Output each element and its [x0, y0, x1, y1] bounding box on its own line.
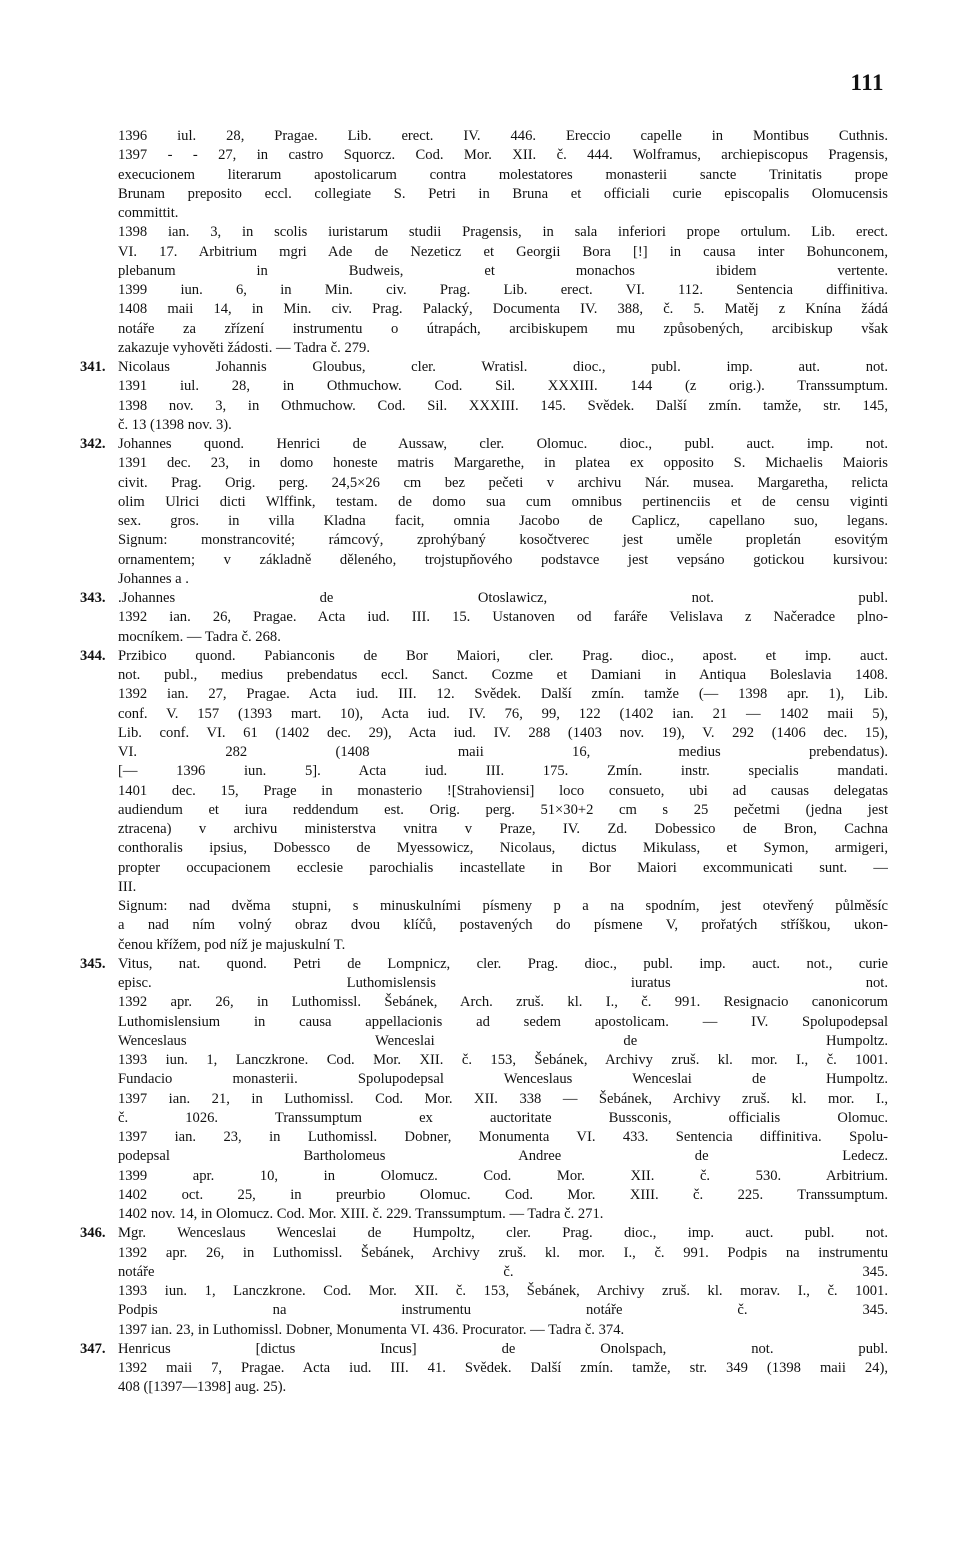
- entry-number: 346.: [80, 1225, 106, 1242]
- text-line: Fundacio monasterii. Spolupodepsal Wenceslaus Wenceslai de Humpoltz.: [118, 1071, 888, 1088]
- register-entry: [80, 589, 888, 647]
- text-line: podepsal Bartholomeus Andree de Ledecz.: [118, 1148, 888, 1165]
- text-line: ztracena) v archivu ministerstva vnitra v Praze, IV. Zd. Dobessico de Bron, Cachna: [118, 821, 888, 837]
- entry-number: 342.: [80, 436, 106, 452]
- text-line: č. 1026. Transsumptum ex auctoritate Bussconis, officialis Olomuc.: [118, 1109, 888, 1126]
- document-body: [80, 127, 888, 1398]
- text-line: 1397 ian. 23, in Luthomissl. Dobner, Monumenta VI. 436. Procurator. — Tadra č. 374.: [118, 1321, 625, 1338]
- register-entry: [80, 1224, 888, 1340]
- text-line: 1392 apr. 26, in Luthomissl. Šebánek, Arch. zruš. kl. I., č. 991. Resignacio canonicorum: [118, 994, 888, 1011]
- text-line: Johannes a .: [118, 570, 189, 587]
- text-line: 1397 ian. 21, in Luthomissl. Cod. Mor. XII. 338 — Šebánek, Archivy zruš. kl. mor. I.,: [118, 1090, 888, 1107]
- text-line: 1397 ian. 23, in Luthomissl. Dobner, Monumenta VI. 433. Sentencia diffinitiva. Spolu-: [118, 1129, 888, 1145]
- page-number: 111: [850, 70, 884, 95]
- text-line: 1392 ian. 27, Pragae. Acta iud. III. 12. Svědek. Další zmín. tamže (— 1398 apr. 1), Lib.: [118, 686, 888, 703]
- text-line: propter occupacionem ecclesie parochialis incastellate in Bor Maiori excommunicati sunt. —: [118, 859, 888, 876]
- text-line: Przibico quond. Pabianconis de Bor Maiori, cler. Prag. dioc., apost. et imp. auct.: [118, 647, 888, 664]
- text-line: 408 ([1397—1398] aug. 25).: [118, 1379, 287, 1396]
- text-line: notáře č. 345.: [118, 1263, 888, 1280]
- text-line: 1393 iun. 1, Lanczkrone. Cod. Mor. XII. č. 153, Šebánek, Archivy zruš. kl. mor. I., č. 1001.: [118, 1052, 888, 1068]
- text-line: sex. gros. in villa Kladna facit, omnia Jacobo de Caplicz, capellano suo, legans.: [118, 513, 888, 529]
- text-line: olim Ulrici dicti Wlffink, testam. de domo sua cum omnibus pertinenciis et de censu viginti: [118, 493, 888, 510]
- text-line: Vitus, nat. quond. Petri de Lompnicz, cler. Prag. dioc., publ. imp. auct. not., curie: [118, 955, 888, 972]
- text-line: conf. V. 157 (1393 mart. 10), Acta iud. IV. 76, 99, 122 (1402 ian. 21 — 1402 maii 5),: [118, 705, 888, 722]
- text-line: audiendum et iura reddendum est. Orig. perg. 51×30+2 cm s 25 pečetmi (jedna jest: [118, 801, 888, 818]
- text-line: a nad ním volný obraz dvou klíčů, postavených do písmene V, prořatých stříškou, ukon-: [118, 917, 888, 934]
- text-line: 1396 iul. 28, Pragae. Lib. erect. IV. 446. Ereccio capelle in Montibus Cuthnis.: [118, 128, 888, 144]
- text-line: č. 13 (1398 nov. 3).: [118, 416, 232, 433]
- continuation-block: [118, 127, 888, 358]
- text-line: Brunam preposito eccl. collegiate S. Petri in Bruna et officiali curie episcopalis Olomucensis: [118, 185, 888, 202]
- text-line: 1408 maii 14, in Min. civ. Prag. Palacký, Documenta IV. 388, č. 5. Matěj z Knína žádá: [118, 301, 888, 318]
- text-line: 1391 dec. 23, in domo honeste matris Margarethe, in platea ex opposito S. Michaelis Maioris: [118, 455, 888, 472]
- text-line: Henricus [dictus Incus] de Onolspach, not. publ.: [118, 1340, 888, 1357]
- entry-number: 347.: [80, 1340, 106, 1357]
- text-line: čenou křížem, pod níž je majuskulní T.: [118, 936, 346, 953]
- text-line: Signum: nad dvěma stupni, s minuskulními písmeny p a na spodním, jest otevřený půlměsíc: [118, 898, 888, 914]
- text-line: 1402 oct. 25, in preurbio Olomuc. Cod. Mor. XIII. č. 225. Transsumptum.: [118, 1186, 888, 1203]
- text-line: Podpis na instrumentu notáře č. 345.: [118, 1302, 888, 1319]
- text-line: Nicolaus Johannis Gloubus, cler. Wratisl. dioc., publ. imp. aut. not.: [118, 359, 888, 375]
- text-line: mocníkem. — Tadra č. 268.: [118, 628, 281, 645]
- register-entry: [80, 358, 888, 435]
- entry-number: 341.: [80, 359, 106, 375]
- text-line: execucionem literarum apostolicarum contra molestatores monasterii sancte Trinitatis prope: [118, 166, 888, 183]
- text-line: Johannes quond. Henrici de Aussaw, cler. Olomuc. dioc., publ. auct. imp. not.: [118, 436, 888, 452]
- text-line: 1398 nov. 3, in Othmuchow. Cod. Sil. XXXIII. 145. Svědek. Další zmín. tamže, str. 145,: [118, 397, 888, 414]
- text-line: VI. 282 (1408 maii 16, medius prebendatus).: [118, 744, 888, 760]
- text-line: plebanum in Budweis, et monachos ibidem vertente.: [118, 262, 888, 279]
- text-line: VI. 17. Arbitrium mgri Ade de Nezeticz et Georgii Bora [!] in causa inter Bohunconem,: [118, 243, 888, 260]
- register-entry: [80, 955, 888, 1225]
- entry-number: 345.: [80, 955, 106, 972]
- text-line: Luthomislensium in causa appellacionis ad sedem apostolicam. — IV. Spolupodepsal: [118, 1013, 888, 1030]
- text-line: 1391 iul. 28, in Othmuchow. Cod. Sil. XXXIII. 144 (z orig.). Transsumptum.: [118, 378, 888, 395]
- text-line: 1402 nov. 14, in Olomucz. Cod. Mor. XIII. č. 229. Transsumptum. — Tadra č. 271.: [118, 1206, 604, 1222]
- text-line: civit. Prag. Orig. perg. 24,5×26 cm bez pečeti v archivu Nár. musea. Margaretha, relicta: [118, 474, 888, 491]
- text-line: ornamentem; v základně děleného, trojstupňového podstavce jest vepsáno gotickou kursivou:: [118, 551, 888, 568]
- text-line: notáře za zřízení instrumentu o útrapách, arcibiskupem mu způsobených, arcibiskup však: [118, 320, 888, 337]
- text-line: 1392 ian. 26, Pragae. Acta iud. III. 15. Ustanoven od faráře Velislava z Načeradce plno-: [118, 609, 888, 626]
- text-line: 1397 - - 27, in castro Squorcz. Cod. Mor. XII. č. 444. Wolframus, archiepiscopus Pragensis,: [118, 147, 888, 164]
- text-line: Signum: monstrancovité; rámcový, zprohýbaný kosočtverec jest uměle propletán esovitým: [118, 532, 888, 549]
- register-entry: [80, 435, 888, 589]
- entry-number: 343.: [80, 590, 106, 606]
- text-line: committit.: [118, 205, 179, 221]
- register-entry: [80, 647, 888, 955]
- text-line: Wenceslaus Wenceslai de Humpoltz.: [118, 1032, 888, 1049]
- text-line: 1399 apr. 10, in Olomucz. Cod. Mor. XII. č. 530. Arbitrium.: [118, 1167, 888, 1184]
- text-line: III.: [118, 878, 137, 895]
- text-line: episc. Luthomislensis iuratus not.: [118, 975, 888, 991]
- text-line: Mgr. Wenceslaus Wenceslai de Humpoltz, cler. Prag. dioc., imp. auct. publ. not.: [118, 1225, 888, 1242]
- text-line: Lib. conf. VI. 61 (1402 dec. 29), Acta iud. IV. 288 (1403 nov. 19), V. 292 (1406 dec. 15),: [118, 724, 888, 741]
- text-line: 1392 apr. 26, in Luthomissl. Šebánek, Archivy zruš. kl. mor. I., č. 991. Podpis na instrumentu: [118, 1244, 888, 1261]
- text-line: 1392 maii 7, Pragae. Acta iud. III. 41. Svědek. Další zmín. tamže, str. 349 (1398 maii 24),: [118, 1360, 888, 1376]
- text-line: 1393 iun. 1, Lanczkrone. Cod. Mor. XII. č. 153, Šebánek, Archivy zruš. kl. morav. I., č. 1001.: [118, 1283, 888, 1299]
- entry-number: 344.: [80, 647, 106, 664]
- text-line: .Johannes de Otoslawicz, not. publ.: [118, 590, 888, 606]
- text-line: [— 1396 iun. 5]. Acta iud. III. 175. Zmín. instr. specialis mandati.: [118, 763, 888, 780]
- register-entry: [80, 1340, 888, 1398]
- text-line: zakazuje vyhověti žádosti. — Tadra č. 279.: [118, 339, 370, 356]
- text-line: 1401 dec. 15, Prage in monasterio ![Strahoviensi] loco consueto, ubi ad causas delegatas: [118, 782, 888, 799]
- text-line: 1399 iun. 6, in Min. civ. Prag. Lib. erect. VI. 112. Sentencia diffinitiva.: [118, 282, 888, 298]
- text-line: 1398 ian. 3, in scolis iuristarum studii Pragensis, in sala inferiori prope ortulum. Lib. erect.: [118, 224, 888, 241]
- text-line: conthoralis ipsius, Dobessco de Myessowicz, Nicolaus, dictus Mikulass, et Symon, armigeri,: [118, 840, 888, 857]
- text-line: not. publ., medius prebendatus eccl. Sanct. Cozme et Damiani in Antiqua Boleslavia 1408.: [118, 667, 888, 683]
